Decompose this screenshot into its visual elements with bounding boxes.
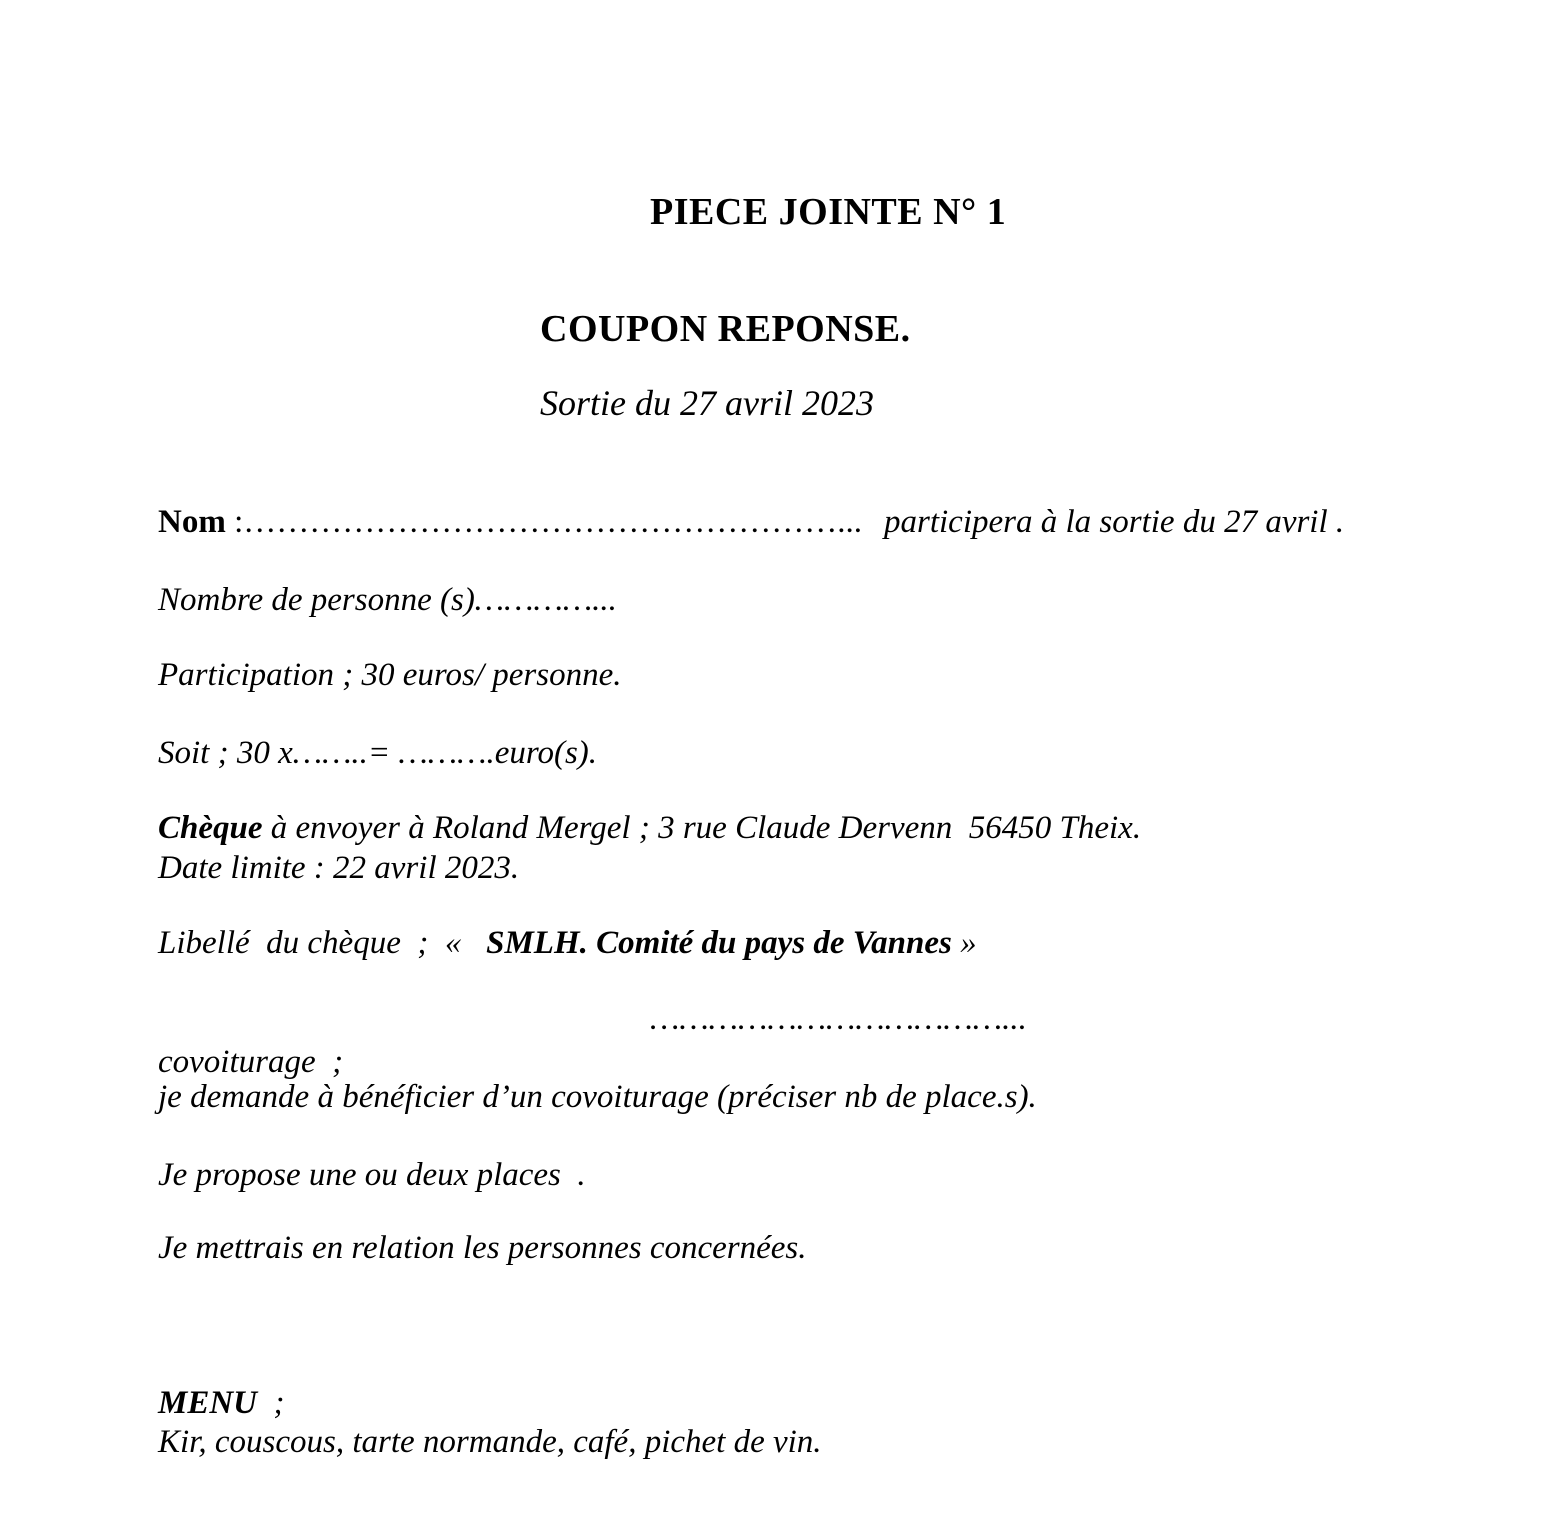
carpool-offer-line: Je propose une ou deux places .	[158, 1157, 586, 1193]
outing-date-line: Sortie du 27 avril 2023	[540, 383, 874, 423]
attachment-title: PIECE JOINTE N° 1	[650, 191, 1007, 233]
name-label: Nom	[158, 504, 226, 540]
payee-name-text: SMLH. Comité du pays de Vannes	[486, 925, 952, 961]
menu-heading-line	[158, 1384, 285, 1424]
menu-items-line: Kir, couscous, tarte normande, café, pichet de vin.	[158, 1424, 822, 1460]
total-amount-line: Soit ; 30 x……..= ……….euro(s).	[158, 735, 598, 771]
carpool-request-line: je demande à bénéficier d’un covoiturage (préciser nb de place.s).	[158, 1079, 1037, 1115]
cheque-line	[158, 809, 1141, 849]
name-line	[158, 503, 1344, 543]
payee-line	[158, 924, 977, 964]
carpool-connect-line: Je mettrais en relation les personnes concernées.	[158, 1230, 807, 1266]
menu-separator: ;	[257, 1385, 285, 1421]
carpool-label-line: covoiturage ;	[158, 1044, 344, 1080]
payee-prefix-text: Libellé du chèque ; «	[158, 925, 487, 961]
deadline-line: Date limite : 22 avril 2023.	[158, 850, 520, 886]
people-count-line: Nombre de personne (s)…………...	[158, 582, 617, 618]
payee-suffix-text: »	[951, 925, 977, 961]
name-fill-dots: :………………………………………………...	[225, 504, 862, 540]
name-suffix-text: participera à la sortie du 27 avril .	[884, 504, 1345, 540]
coupon-title: COUPON REPONSE.	[540, 308, 911, 350]
cheque-label: Chèque	[158, 810, 263, 846]
menu-label: MENU	[158, 1385, 258, 1421]
cheque-address-text: à envoyer à Roland Mergel ; 3 rue Claude Dervenn 56450 Theix.	[262, 810, 1142, 846]
participation-line: Participation ; 30 euros/ personne.	[158, 657, 622, 693]
fill-dots-line: ………………………………...	[650, 1001, 1027, 1037]
